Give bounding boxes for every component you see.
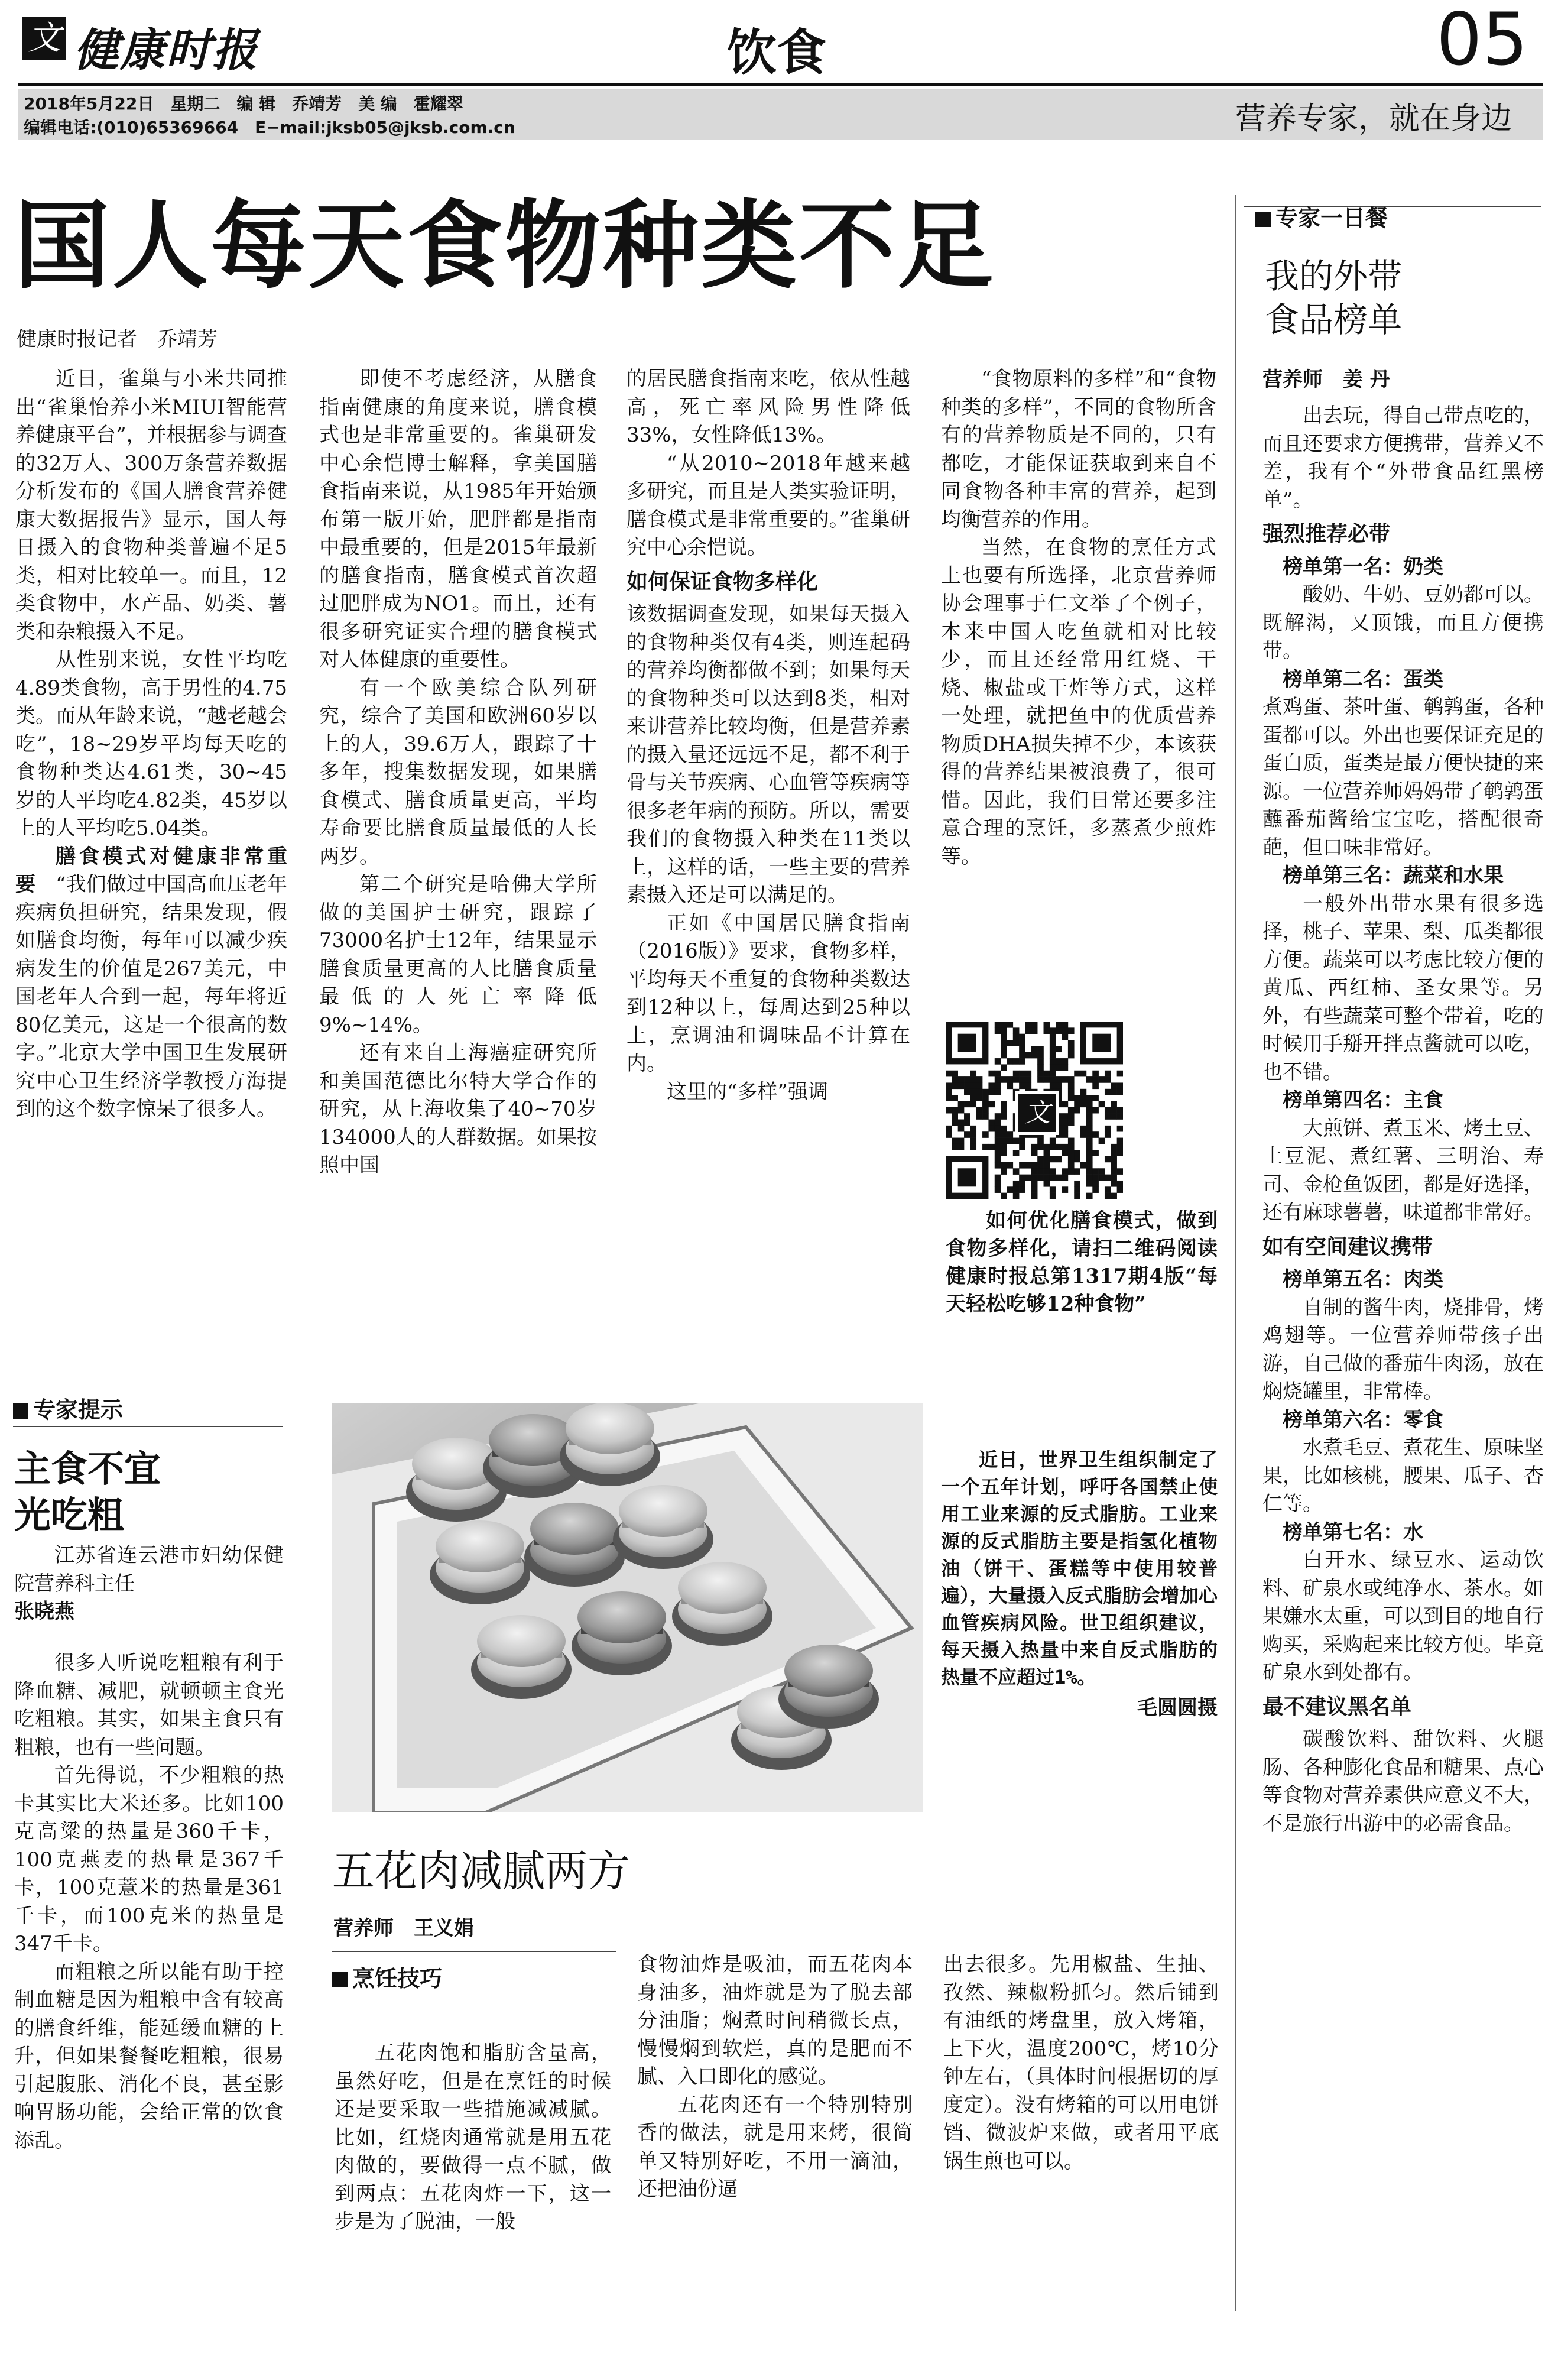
section-subhead: 最不建议黑名单 [1262, 1694, 1412, 1719]
paragraph: 这里的“多样”强调 [667, 1079, 828, 1104]
paragraph: 大煎饼、煮玉米、烤土豆、土豆泥、煮红薯、三明治、寿司、金枪鱼饭团，都是好选择，还有麻球薯薯，味道都非常好。 [1262, 1116, 1544, 1224]
pork-headline: 五花肉减腻两方 [332, 1846, 631, 1896]
tip-author-lead: 江苏省连云港市妇幼保健院营养科主任 [14, 1544, 284, 1596]
date-line: 2018年5月22日 星期二 编 辑 乔靖芳 美 编 霍耀翠 [24, 94, 463, 114]
qr-center-logo: 文 [1015, 1091, 1059, 1135]
sidebar-kicker-text: 专家一日餐 [1275, 205, 1388, 231]
ranking-heading: 榜单第六名：零食 [1283, 1408, 1443, 1432]
paper-name: 健康时报 [74, 24, 258, 76]
kicker-square-icon [1255, 212, 1271, 227]
pork-column-2 [637, 1951, 913, 2311]
subhead-paragraph [15, 843, 287, 1124]
masthead-rule [18, 83, 1543, 86]
paragraph: 很多人听说吃粗粮有利于降血糖、减肥，就顿顿主食光吃粗粮。其实，如果主食只有粗粮，也有一些问题。 [14, 1651, 284, 1759]
paragraph: 的居民膳食指南来吃，依从性越高，死亡率风险男性降低33%，女性降低13%。 [627, 367, 910, 447]
paragraph: 自制的酱牛肉，烧排骨，烤鸡翅等。一位营养师带孩子出游，自己做的番茄牛肉汤，放在焖烧罐里，非常棒。 [1262, 1295, 1544, 1403]
paper-logo [22, 17, 66, 60]
pork-author: 营养师 王义娟 [333, 1917, 474, 1940]
ranking-heading: 榜单第七名：水 [1283, 1520, 1423, 1544]
paragraph-text: “我们做过中国高血压老年疾病负担研究，结果发现，假如膳食均衡，每年可以减少疾病发生的价值是267美元，中国老年人合到一起，每年将近80亿美元，这是一个很高的数字。”北京大学中国卫生发展研究中心卫生经济学教授方海提到的这个数字惊呆了很多人。 [15, 873, 287, 1121]
paragraph: 首先得说，不少粗粮的热卡其实比大米还多。比如100克高粱的热量是360千卡，100克燕麦的热量是367千卡，100克薏米的热量是361千卡，而100克米的热量是347千卡。 [14, 1763, 284, 1956]
paragraph: 有一个欧美综合队列研究，综合了美国和欧洲60岁以上的人，39.6万人，跟踪了十多年，搜集数据发现，如果膳食模式、膳食质量更高，平均寿命要比膳食质量最低的人长两岁。 [319, 676, 597, 868]
section-subhead: 强烈推荐必带 [1262, 522, 1391, 546]
paragraph: 近日，雀巢与小米共同推出“雀巢怡养小米MIUI智能营养健康平台”，并根据参与调查的32万人、300万条营养数据分析发布的《国人膳食营养健康大数据报告》显示，国人每日摄入的食物种类普遍不足5类，相对比较单一。而且，12类食物中，水产品、奶类、薯类和杂粮摄入不足。 [15, 367, 287, 644]
paragraph: 正如《中国居民膳食指南（2016版）》要求，食物多样，平均每天不重复的食物种类数达到12种以上，每周达到25种以上，烹调油和调味品不计算在内。 [627, 911, 910, 1075]
qr-code[interactable] [946, 1022, 1123, 1199]
paragraph: 还有来自上海癌症研究所和美国范德比尔特大学合作的研究，从上海收集了40~70岁134000人的人群数据。如果按照中国 [319, 1041, 597, 1177]
qr-caption: 如何优化膳食模式，做到食物多样化，请扫二维码阅读健康时报总第1317期4版“每天轻松吃够12种食物” [946, 1209, 1218, 1316]
paragraph: “食物原料的多样”和“食物种类的多样”，不同的食物所含有的营养物质是不同的，只有都吃，才能保证获取到来自不同食物各种丰富的营养，起到均衡营养的作用。 [941, 367, 1216, 531]
sidebar-title-line2: 食品榜单 [1265, 300, 1403, 340]
lead-column-3 [627, 365, 910, 1364]
pork-column-1 [335, 2039, 611, 2311]
paragraph: “从2010~2018年越来越多研究，而且是人类实验证明，膳食模式是非常重要的。”雀巢研究中心余恺说。 [627, 451, 910, 559]
ranking-heading: 榜单第二名：蛋类 [1283, 667, 1443, 691]
sidebar-title-line1: 我的外带 [1265, 256, 1403, 296]
tip-title-line1: 主食不宜 [14, 1447, 161, 1490]
paragraph: 白开水、绿豆水、运动饮料、矿泉水或纯净水、茶水。如果嫌水太重，可以到目的地自行购买，采购起来比较方便。毕竟矿泉水到处都有。 [1262, 1548, 1544, 1684]
tip-kicker-text: 专家提示 [33, 1397, 124, 1423]
section-title: 饮食 [727, 24, 827, 82]
pork-col1-text: 五花肉饱和脂肪含量高，虽然好吃，但是在烹饪的时候还是要采取一些措施减减腻。比如，红烧肉通常就是用五花肉做的，要做得一点不腻，做到两点：五花肉炸一下，这一步是为了脱油，一般 [335, 2041, 611, 2233]
sidebar-title [1265, 254, 1402, 342]
pork-column-3 [943, 1951, 1219, 2311]
kicker-square-icon [332, 1972, 348, 1987]
paragraph: 该数据调查发现，如果每天摄入的食物种类仅有4类，则连起码的营养均衡都做不到；如果每天的食物种类可以达到8类，相对来讲营养比较均衡，但是营养素的摄入量还远远不足，都不利于骨与关节疾病、心血管等疾病等很多老年病的预防。所以，需要我们的食物摄入种类在11类以上，这样的话，一些主要的营养素摄入还是可以满足的。 [627, 602, 910, 907]
pork-col2-text: 食物油炸是吸油，而五花肉本身油多，油炸就是为了脱去部分油脂；焖煮时间稍微长点，慢慢焖到软烂，真的是肥而不腻、入口即化的感觉。 [637, 1953, 913, 2089]
pork-col3-text: 出去很多。先用椒盐、生抽、孜然、辣椒粉抓匀。然后铺到有油纸的烤盘里，放入烤箱，上下火，温度200℃，烤10分钟左右，（具体时间根据切的厚度定）。没有烤箱的可以用电饼铛、微波炉来做，或者用平底锅生煎也可以。 [943, 1953, 1219, 2173]
paragraph: 煮鸡蛋、茶叶蛋、鹌鹑蛋，各种蛋都可以。外出也要保证充足的蛋白质，蛋类是最方便快捷的来源。一位营养师妈妈带了鹌鹑蛋蘸番茄酱给宝宝吃，搭配很奇葩，但口味非常好。 [1262, 695, 1544, 860]
sidebar-body [1262, 402, 1544, 2311]
paragraph: 水煮毛豆、煮花生、原味坚果，比如核桃，腰果、瓜子、杏仁等。 [1262, 1436, 1544, 1516]
kicker-square-icon [13, 1403, 28, 1419]
photo-caption [941, 1446, 1218, 1723]
photo-caption-text: 近日，世界卫生组织制定了一个五年计划，呼吁各国禁止使用工业来源的反式脂肪。工业来源的反式脂肪主要是指氢化植物油（饼干、蛋糕等中使用较普遍），大量摄入反式脂肪会增加心血管疾病风险。世卫组织建议，每天摄入热量中来自反式脂肪的热量不应超过1%。 [941, 1448, 1218, 1688]
paragraph: 即使不考虑经济，从膳食指南健康的角度来说，膳食模式也是非常重要的。雀巢研发中心余恺博士解释，拿美国膳食指南来说，从1985年开始颁布第一版开始，肥胖都是指南中最重要的，但是2015年最新的膳食指南，膳食模式首次超过肥胖成为NO1。而且，还有很多研究证实合理的膳食模式对人体健康的重要性。 [319, 367, 597, 672]
pork-kicker-text: 烹饪技巧 [352, 1966, 443, 1992]
ranking-heading: 榜单第三名：蔬菜和水果 [1283, 864, 1504, 887]
macaron-photo [332, 1403, 923, 1812]
ranking-heading: 榜单第五名：肉类 [1283, 1267, 1443, 1291]
pork-kicker [332, 1960, 442, 1993]
sidebar-vertical-rule [1235, 195, 1236, 2311]
lead-headline: 国人每天食物种类不足 [14, 190, 995, 302]
lead-column-2 [319, 365, 597, 1364]
lead-column-4 [941, 365, 1216, 998]
logo-glyph: 文 [28, 19, 61, 57]
sidebar-kicker [1255, 200, 1388, 232]
paragraph: 第二个研究是哈佛大学所做的美国护士研究，跟踪了73000名护士12年，结果显示膳食质量更高的人比膳食质量最低的人死亡率降低9%~14%。 [319, 873, 597, 1037]
section-subhead: 如有空间建议携带 [1262, 1234, 1433, 1259]
tip-title [14, 1446, 161, 1538]
tip-author [14, 1542, 284, 1636]
tip-body [14, 1649, 284, 2311]
tip-author-name: 张晓燕 [14, 1600, 74, 1623]
paragraph: 出去玩，得自己带点吃的，而且还要求方便携带，营养又不差，我有个“外带食品红黑榜单”。 [1262, 404, 1544, 512]
sidebar-author: 营养师 姜 丹 [1262, 368, 1390, 391]
page-number: 05 [1436, 0, 1528, 82]
lead-byline: 健康时报记者 乔靖芳 [17, 328, 218, 351]
inline-subhead: 膳食模式对健康非常重要 [15, 844, 287, 896]
macaron-photo-drawing [332, 1403, 923, 1812]
tip-kicker [13, 1392, 123, 1424]
phone-line: 编辑电话:(010)65369664 E−mail:jksb05@jksb.com.cn [24, 118, 515, 137]
masthead [0, 0, 1558, 89]
paragraph: 碳酸饮料、甜饮料、火腿肠、各种膨化食品和糖果、点心等食物对营养素供应意义不大，不是旅行出游中的必需食品。 [1262, 1727, 1544, 1836]
lead-column-1 [15, 365, 287, 1364]
paragraph: 酸奶、牛奶、豆奶都可以。既解渴，又顶饿，而且方便携带。 [1262, 583, 1544, 663]
paragraph: 当然，在食物的烹任方式上也要有所选择，北京营养师协会理事于仁文举了个例子，本来中国人吃鱼就相对比较少，而且还经常用红烧、干烧、椒盐或干炸等方式，这样一处理，就把鱼中的优质营养物质DHA损失掉不少，本该获得的营养结果被浪费了，很可惜。因此，我们日常还要多注意合理的烹饪，多蒸煮少煎炸等。 [941, 536, 1216, 868]
photo-credit: 毛圆圆摄 [1137, 1696, 1218, 1720]
paragraph: 一般外出带水果有很多选择，桃子、苹果、梨、瓜类都很方便。蔬菜可以考虑比较方便的黄瓜、西红柿、圣女果等。另外，有些蔬菜可整个带着，吃的时候用手掰开拌点酱就可以吃，也不错。 [1262, 891, 1544, 1084]
tip-rule [13, 1426, 283, 1427]
ranking-heading: 榜单第一名：奶类 [1283, 555, 1443, 579]
section-subhead: 如何保证食物多样化 [627, 569, 819, 594]
paragraph: 从性别来说，女性平均吃4.89类食物，高于男性的4.75类。而从年龄来说，“越老越会吃”，18~29岁平均每天吃的食物种类达4.61类，30~45岁的人平均吃4.82类，45岁以上的人平均吃5.04类。 [15, 648, 287, 840]
pork-rule [332, 1951, 616, 1952]
ranking-heading: 榜单第四名：主食 [1283, 1088, 1443, 1112]
slogan: 营养专家，就在身边 [1235, 101, 1512, 137]
pork-col2b-text: 五花肉还有一个特别特别香的做法，就是用来烤，很简单又特别好吃，不用一滴油，还把油份逼 [637, 2093, 913, 2201]
paragraph: 而粗粮之所以能有助于控制血糖是因为粗粮中含有较高的膳食纤维，能延缓血糖的上升，但如果餐餐吃粗粮，很易引起腹胀、消化不良，甚至影响胃肠功能，会给正常的饮食添乱。 [14, 1960, 284, 2152]
tip-title-line2: 光吃粗 [14, 1493, 125, 1536]
